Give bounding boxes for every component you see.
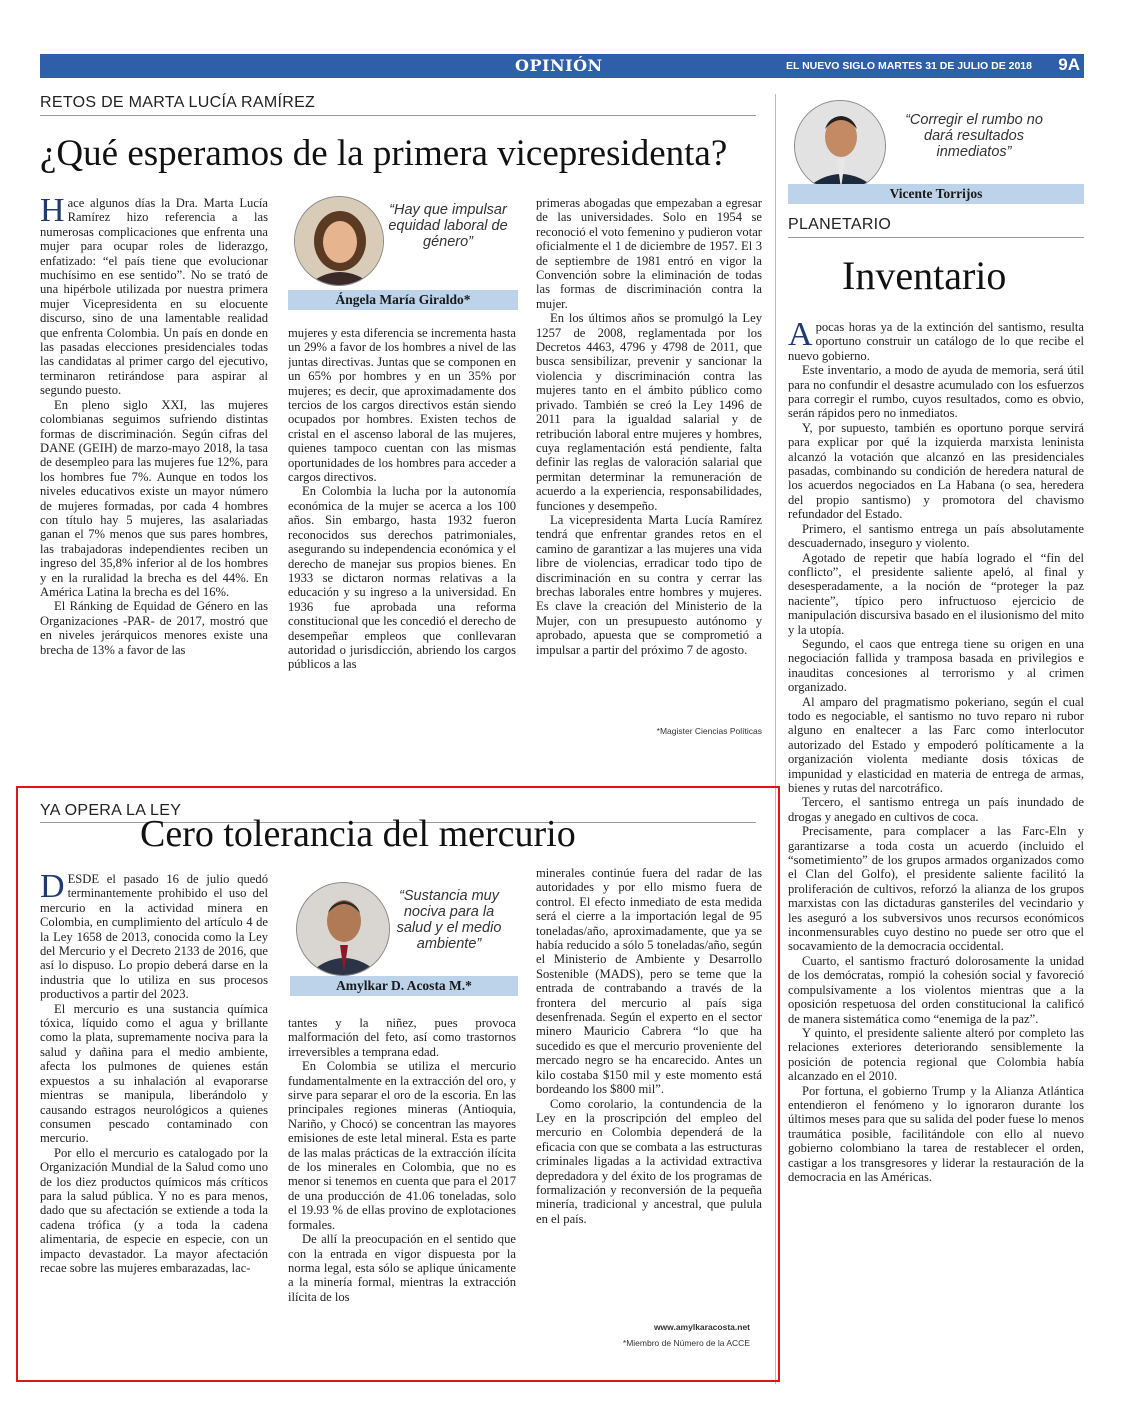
woman-portrait-icon — [295, 197, 384, 286]
article2-dropcap: D — [40, 872, 65, 905]
article3-paragraph: Precisamente, para complacer a las Farc-Eln y garantizarse a toda costa un acuerdo (incluido el “sometimiento” de los grupos armados organizados como el Clan del Golfo), el presidente saliente facilitó la proliferación de cultivos, reforzó la alianza de los grupos marxistas con las dictaduras gansteriles del vecindario y les aseguró a los subversivos unos recursos económicos inconmensurables cuyo destino no puede ser otro que el socavamiento de la democracia occidental. — [788, 824, 1084, 954]
article1-dropcap: H — [40, 196, 65, 229]
article3-paragraph: pocas horas ya de la extinción del santismo, resulta oportuno construir un catálogo de lo que recibe el nuevo gobierno. — [788, 320, 1084, 363]
page-number: 9A — [1058, 55, 1080, 74]
article1-paragraph: La vicepresidenta Marta Lucía Ramírez tendrá que enfrentar grandes retos en el camino de garantizar a las mujeres una vida libre de violencias, erradicar todo tipo de discriminación en su contra y cerrar las brechas laborales entre hombres y mujeres. Es clave la creación del Ministerio de la Mujer, con un presupuesto autónomo y aprobado, apuesta que se comprometió a impulsar a partir del próximo 7 de agosto. — [536, 512, 762, 657]
article2-paragraph: Por ello el mercurio es catalogado por la Organización Mundial de la Salud como uno de los diez productos químicos más críticos para la salud pública. Y no es para menos, dado que su afectación se extiende a toda la cadena trófica (y a toda la cadena alimentaria, de especie en especie, con un impacto devastador. La mayor afectación recae sobre las mujeres embarazadas, lac- — [40, 1145, 268, 1275]
article3-paragraph: Primero, el santismo entrega un país absolutamente descuadernado, inseguro y violento. — [788, 521, 1084, 551]
article2-paragraph: De allí la preocupación en el sentido que con la entrada en vigor dispuesta por la norma legal, esta sólo se aplique únicamente a la minería formal, mientras la extracción ilícita de los — [288, 1232, 516, 1304]
article1-column-1 — [40, 196, 268, 738]
article3-paragraph: Por fortuna, el gobierno Trump y la Alianza Atlántica entendieron el fenómeno y lo ignoraron durante los últimos meses para que su salida del poder fuese lo menos traumática posible, facilitándole con ello al nuevo gobierno colombiano la tarea de restablecer el orden, castigar a los transgresores y liderar la restauración de la democracia en las Américas. — [788, 1083, 1084, 1184]
article2-column-1 — [40, 872, 268, 1370]
article3-paragraph: Cuarto, el santismo fracturó dolorosamente la unidad de los demócratas, rompió la cohesión social y favoreció compulsivamente a los violentos mientras que a la oposición respetuosa del orden constitucional la calificó de manera sistemática como “enemiga de la paz”. — [788, 953, 1084, 1026]
article3-headline: Inventario — [842, 253, 1007, 298]
article3-paragraph: Al amparo del pragmatismo pokeriano, según el cual todo es negociable, el santismo no tuvo reparo ni rubor alguno en enaltecer a las Farc como interlocutor autorizado del Estado y empoderó políticamente a la organización violenta mediante dosis tóxicas de impunidad y elasticidad en materia de entrega de armas, bienes y rutas del narcotráfico. — [788, 694, 1084, 795]
article3-paragraph: Agotado de repetir que había logrado el “fin del conflicto”, el presidente saliente apeló, al final y desesperadamente, a la noción de “proteger la paz naciente”, típico pero infructuoso ejercicio de manipulación discursiva basado en el ilusionismo del mito y la utopía. — [788, 550, 1084, 637]
article3-paragraph: Segundo, el caos que entrega tiene su origen en una negociación fallida y tramposa basada en privilegios e inauditas concesiones al terrorismo y al crimen organizado. — [788, 636, 1084, 695]
article2-website: www.amylkaracosta.net — [653, 1322, 750, 1332]
article3-dropcap: A — [788, 320, 813, 353]
article3-column — [788, 320, 1084, 1380]
newspaper-date-line: EL NUEVO SIGLO MARTES 31 DE JULIO DE 2018 — [785, 60, 1032, 72]
article1-paragraph: primeras abogadas que empezaban a egresar de las universidades. Solo en 1954 se reconoció el voto femenino y pudieron votar oficialmente el 1 de diciembre de 1957. El 3 de septiembre de 1981 entró en vigor la Convención sobre la eliminación de todas las formas de discriminación contra la mujer. — [536, 196, 762, 311]
angela-giraldo-portrait — [294, 196, 384, 286]
article3-paragraph: Y, por supuesto, también es oportuno porque servirá para explicar por qué la izquierda marxista leninista alcanzó la votación que alcanzó en las presidenciales pasadas, combinando su condición de heredera natural de los acuerdos negociados en La Habana (o sea, heredera del propio santismo) y promotora del chavismo refundador del Estado. — [788, 420, 1084, 522]
article2-column-2 — [288, 1016, 516, 1370]
article3-paragraph: Y quinto, el presidente saliente alteró por completo las relaciones exteriores deteriorando sensiblemente la posición de potencia regional que Colombia había alcanzado en el 2010. — [788, 1025, 1084, 1084]
article1-paragraph: En los últimos años se promulgó la Ley 1257 de 2008, reglamentada por los Decretos 4463, 4796 y 4798 de 2011, que busca sensibilizar, prevenir y sancionar la violencia y discriminación contra las mujeres tanto en el ámbito público como privado. También se creó la Ley 1496 de 2011 para la igualdad salarial y de retribución laboral entre mujeres y hombres, cuya reglamentación está pendiente, falta definir las reglas de valoración salarial que permitan determinar la remuneración de acuerdo a la experiencia, responsabilidades, funciones y desempeño. — [536, 311, 762, 513]
article2-paragraph: Como corolario, la contundencia de la Ley en la proscripción del empleo del mercurio en Colombia dependerá de la eficacia con que se combata a las estructuras criminales ligadas a la actividad extractiva depredadora y del éxito de los programas de formalización y reconversión de la pequeña minería, tradicional y ancestral, que pulula en el país. — [536, 1096, 762, 1226]
article3-kicker-rule — [788, 237, 1084, 238]
article2-paragraph: En Colombia se utiliza el mercurio fundamentalmente en la extracción del oro, y sirve para separar el oro de la escoria. En las principales regiones mineras (Antioquia, Nariño, y Chocó) se concentran las mayores emisiones de este letal mineral. Esta es parte de las malas prácticas de la extracción ilícita de los minerales en Colombia, que no es menor si tenemos en cuenta que para el 2017 de una producción de 41.06 toneladas, solo el 19.93 % de ellas provino de explotaciones formales. — [288, 1059, 516, 1232]
article2-paragraph: El mercurio es una sustancia química tóxica, líquido como el agua y brillante como la plata, supremamente nociva para la salud y dañina para el medio ambiente, afecta los pulmones de quienes están expuestos a su inhalación al evaporarse mientras se manipula, liberándolo y causando estragos neurológicos a quienes consumen pescado contaminado con mercurio. — [40, 1001, 268, 1146]
article1-author-name: Ángela María Giraldo* — [288, 290, 518, 310]
article3-kicker: PLANETARIO — [788, 216, 892, 233]
article2-kicker: YA OPERA LA LEY — [40, 802, 182, 819]
article1-column-3 — [536, 196, 762, 724]
article1-paragraph: ace algunos días la Dra. Marta Lucía Ramírez hizo referencia a las numerosas complicaciones que enfrenta una mujer para ocupar roles de liderazgo, enfatizado: “el país tiene que evolucionar muchísimo en ese sentido”. No se trató de una hipérbole utilizada por nuestra primera mujer Vicepresidenta en su elocuente discurso, sino de una lamentable realidad que enfrenta Colombia. Un país en donde en las pasadas elecciones presidenciales todas las candidatas al primer cargo del ejecutivo, terminaron retirándose para aspirar al segundo puesto. — [40, 196, 268, 398]
article1-column-2 — [288, 326, 516, 738]
article2-column-3 — [536, 866, 762, 1318]
article1-pull-quote: “Hay que impulsar equidad laboral de género” — [388, 202, 508, 250]
article3-paragraph: Tercero, el santismo entrega un país inundado de drogas y anegado en cultivos de coca. — [788, 795, 1084, 824]
article2-paragraph: minerales continúe fuera del radar de las autoridades y por ello mismo fuera de control. El efecto inmediato de esta medida será el cierre a la importación legal de 95 toneladas/año, aproximadamente, que ya se había reducido a sólo 5 toneladas/año, según el Ministerio de Ambiente y Desarrollo Sostenible (MADS), pero se teme que la entrada de contrabando a través de la frontera del mercurio al país siga desenfrenada. Según el experto en el sector minero Mauricio Cabrera “lo que ha sucedido es que el mercurio proveniente del mercado negro se ha encarecido. Antes un kilo costaba $150 mil y este momento está bordeando los $800 mil”. — [536, 866, 762, 1097]
article2-author-name: Amylkar D. Acosta M.* — [290, 976, 518, 996]
article1-kicker-rule — [40, 115, 756, 116]
article1-paragraph: El Ránking de Equidad de Género en las Organizaciones -PAR- de 2017, mostró que en niveles jerárquicos menores existe una brecha de 13% a favor de las — [40, 599, 268, 657]
article1-paragraph: En Colombia la lucha por la autonomía económica de la mujer se acerca a los 100 años. Sin embargo, hasta 1932 fueron reconocidos sus derechos patrimoniales, asegurando su independencia económica y el derecho de manejar sus propios bienes. En 1933 se dictaron normas relativas a la educación y su ingreso a la universidad. En 1936 fue aprobada una reforma constitucional que les concedió el derecho de desempeñar empleos que conllevaran autoridad o jurisdicción, abriendo los cargos públicos a las — [288, 484, 516, 672]
article2-headline: Cero tolerancia del mercurio — [140, 813, 576, 855]
vicente-torrijos-portrait — [794, 100, 886, 192]
man-portrait-icon — [297, 883, 390, 976]
article3-author-name: Vicente Torrijos — [788, 184, 1084, 204]
section-title: OPINIÓN — [515, 56, 603, 75]
article2-paragraph: ESDE el pasado 16 de julio quedó terminantemente prohibido el uso del mercurio en la actividad minera en Colombia, en cumplimiento del artículo 4 de la Ley 1658 de 2013, conocida como la Ley del Mercurio y el Decreto 2133 de 2016, que así lo dispuso. Lo propio deberá darse en la industria que lo utiliza en sus procesos productivos a partir del 2023. — [40, 872, 268, 1002]
article2-footnote: *Miembro de Número de la ACCE — [622, 1338, 750, 1348]
article2-paragraph: tantes y la niñez, pues provoca malformación del feto, así como trastornos irreversibles a temprana edad. — [288, 1016, 516, 1059]
article1-kicker: RETOS DE MARTA LUCÍA RAMÍREZ — [40, 94, 316, 111]
article1-headline: ¿Qué esperamos de la primera vicepresidenta? — [40, 133, 728, 174]
article1-paragraph: En pleno siglo XXI, las mujeres colombianas seguimos sufriendo distintas formas de discriminación. Según cifras del DANE (GEIH) de marzo-mayo 2018, la tasa de desempleo para las mujeres fue 12%, para los hombres fue 7%. Aunque en todos los niveles educativos existe un mayor número de mujeres formadas, por cada 4 hombres con título hay 5 mujeres, las asalariadas ganan el 7% menos que sus pares hombres, las trabajadoras independientes reciben un ingreso del 35,8% inferior al de los hombres y en la ruralidad la brecha es del 44%. En América Latina la brecha es del 16%. — [40, 397, 268, 599]
article3-paragraph: Este inventario, a modo de ayuda de memoria, será útil para no confundir el desastre acumulado con los esfuerzos para corregir el rumbo, cuyos resultados, como es obvio, serán rápidos pero no inmediatos. — [788, 363, 1084, 421]
amylkar-acosta-portrait — [296, 882, 390, 976]
article2-pull-quote: “Sustancia muy nociva para la salud y el medio ambiente” — [396, 888, 502, 952]
article1-footnote: *Magister Ciencias Políticas — [656, 726, 762, 736]
article3-pull-quote: “Corregir el rumbo no dará resultados inmediatos” — [905, 112, 1043, 160]
article1-paragraph: mujeres y esta diferencia se incrementa hasta un 29% a favor de los hombres a nivel de las juntas directivas. Juntas que se componen en un 65% por hombres y en un 35% por mujeres; es decir, que aproximadamente dos tercios de los cargos directivos están siendo ocupados por hombres. Existen techos de cristal en el ascenso laboral de las mujeres, quienes tampoco cuentan con las mismas oportunidades de los hombres para acceder a cargos directivos. — [288, 326, 516, 485]
man-portrait-icon — [795, 101, 886, 192]
